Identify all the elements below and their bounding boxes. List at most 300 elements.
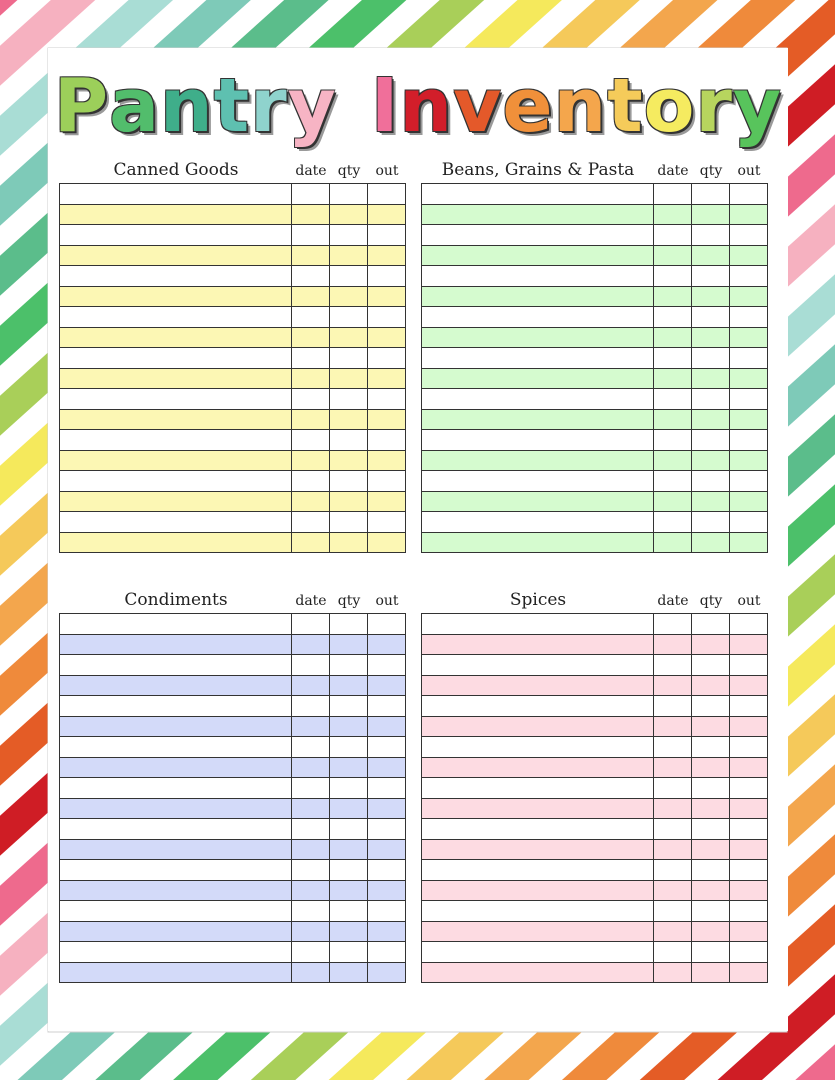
out-cell[interactable] — [730, 655, 768, 676]
qty-cell[interactable] — [330, 512, 368, 533]
out-cell[interactable] — [730, 266, 768, 287]
date-cell[interactable] — [654, 880, 692, 901]
item-cell[interactable] — [422, 245, 654, 266]
out-cell[interactable] — [368, 491, 406, 512]
qty-cell[interactable] — [330, 839, 368, 860]
qty-cell[interactable] — [330, 307, 368, 328]
out-cell[interactable] — [730, 389, 768, 410]
item-cell[interactable] — [60, 798, 292, 819]
item-cell[interactable] — [60, 696, 292, 717]
out-cell[interactable] — [730, 921, 768, 942]
item-cell[interactable] — [60, 430, 292, 451]
item-cell[interactable] — [60, 204, 292, 225]
qty-cell[interactable] — [330, 471, 368, 492]
qty-cell[interactable] — [330, 778, 368, 799]
out-cell[interactable] — [368, 901, 406, 922]
item-cell[interactable] — [422, 819, 654, 840]
table-row — [60, 409, 406, 430]
qty-cell[interactable] — [692, 737, 730, 758]
qty-cell[interactable] — [330, 696, 368, 717]
out-cell[interactable] — [368, 348, 406, 369]
qty-cell[interactable] — [330, 225, 368, 246]
item-cell[interactable] — [60, 962, 292, 983]
out-column-header: out — [375, 163, 399, 179]
qty-cell[interactable] — [692, 512, 730, 533]
qty-cell[interactable] — [330, 327, 368, 348]
item-cell[interactable] — [60, 389, 292, 410]
out-cell[interactable] — [730, 348, 768, 369]
date-cell[interactable] — [292, 430, 330, 451]
qty-cell[interactable] — [330, 901, 368, 922]
qty-cell[interactable] — [330, 614, 368, 635]
out-cell[interactable] — [368, 634, 406, 655]
qty-cell[interactable] — [692, 819, 730, 840]
qty-cell[interactable] — [692, 655, 730, 676]
qty-cell[interactable] — [330, 450, 368, 471]
out-cell[interactable] — [730, 860, 768, 881]
date-cell[interactable] — [654, 512, 692, 533]
out-cell[interactable] — [730, 204, 768, 225]
item-cell[interactable] — [422, 634, 654, 655]
out-cell[interactable] — [730, 757, 768, 778]
qty-cell[interactable] — [330, 675, 368, 696]
item-cell[interactable] — [60, 942, 292, 963]
out-cell[interactable] — [730, 327, 768, 348]
qty-cell[interactable] — [692, 696, 730, 717]
item-cell[interactable] — [60, 655, 292, 676]
qty-cell[interactable] — [692, 839, 730, 860]
item-cell[interactable] — [60, 921, 292, 942]
out-cell[interactable] — [368, 860, 406, 881]
qty-cell[interactable] — [330, 430, 368, 451]
date-cell[interactable] — [292, 655, 330, 676]
item-cell[interactable] — [422, 389, 654, 410]
out-cell[interactable] — [368, 778, 406, 799]
qty-cell[interactable] — [692, 409, 730, 430]
item-cell[interactable] — [60, 512, 292, 533]
out-cell[interactable] — [368, 307, 406, 328]
out-cell[interactable] — [368, 225, 406, 246]
out-cell[interactable] — [368, 450, 406, 471]
item-cell[interactable] — [60, 266, 292, 287]
qty-cell[interactable] — [692, 245, 730, 266]
item-cell[interactable] — [422, 368, 654, 389]
out-cell[interactable] — [730, 307, 768, 328]
date-cell[interactable] — [292, 389, 330, 410]
qty-cell[interactable] — [692, 430, 730, 451]
qty-cell[interactable] — [692, 286, 730, 307]
date-cell[interactable] — [292, 450, 330, 471]
date-cell[interactable] — [654, 839, 692, 860]
date-cell[interactable] — [292, 634, 330, 655]
date-cell[interactable] — [292, 798, 330, 819]
out-cell[interactable] — [368, 532, 406, 553]
date-cell[interactable] — [292, 348, 330, 369]
table-row — [422, 286, 768, 307]
item-cell[interactable] — [422, 348, 654, 369]
out-cell[interactable] — [368, 430, 406, 451]
item-cell[interactable] — [60, 409, 292, 430]
date-cell[interactable] — [654, 307, 692, 328]
item-cell[interactable] — [60, 614, 292, 635]
table-row — [422, 204, 768, 225]
qty-cell[interactable] — [330, 184, 368, 205]
item-cell[interactable] — [60, 491, 292, 512]
date-cell[interactable] — [654, 327, 692, 348]
date-cell[interactable] — [292, 184, 330, 205]
qty-cell[interactable] — [692, 471, 730, 492]
item-cell[interactable] — [422, 880, 654, 901]
out-cell[interactable] — [368, 798, 406, 819]
qty-cell[interactable] — [692, 327, 730, 348]
qty-cell[interactable] — [692, 307, 730, 328]
qty-cell[interactable] — [692, 450, 730, 471]
item-cell[interactable] — [422, 901, 654, 922]
item-cell[interactable] — [60, 348, 292, 369]
table-row — [422, 716, 768, 737]
item-cell[interactable] — [422, 532, 654, 553]
date-cell[interactable] — [292, 839, 330, 860]
out-cell[interactable] — [368, 921, 406, 942]
item-cell[interactable] — [60, 778, 292, 799]
out-cell[interactable] — [368, 512, 406, 533]
item-cell[interactable] — [60, 839, 292, 860]
item-cell[interactable] — [422, 491, 654, 512]
item-cell[interactable] — [60, 819, 292, 840]
date-cell[interactable] — [292, 512, 330, 533]
qty-cell[interactable] — [692, 901, 730, 922]
date-cell[interactable] — [292, 737, 330, 758]
table-row — [60, 286, 406, 307]
item-cell[interactable] — [60, 471, 292, 492]
out-cell[interactable] — [368, 389, 406, 410]
item-cell[interactable] — [422, 696, 654, 717]
table-row — [60, 225, 406, 246]
out-cell[interactable] — [730, 450, 768, 471]
qty-cell[interactable] — [330, 880, 368, 901]
date-cell[interactable] — [292, 757, 330, 778]
item-cell[interactable] — [422, 962, 654, 983]
date-cell[interactable] — [654, 614, 692, 635]
out-cell[interactable] — [368, 471, 406, 492]
item-cell[interactable] — [60, 368, 292, 389]
table-row — [422, 819, 768, 840]
date-cell[interactable] — [292, 696, 330, 717]
out-cell[interactable] — [368, 368, 406, 389]
date-cell[interactable] — [654, 942, 692, 963]
out-cell[interactable] — [730, 184, 768, 205]
qty-cell[interactable] — [330, 921, 368, 942]
date-column-header: date — [657, 163, 689, 179]
item-cell[interactable] — [60, 225, 292, 246]
date-cell[interactable] — [654, 245, 692, 266]
qty-cell[interactable] — [330, 737, 368, 758]
qty-cell[interactable] — [330, 348, 368, 369]
qty-cell[interactable] — [692, 675, 730, 696]
date-cell[interactable] — [654, 471, 692, 492]
qty-cell[interactable] — [330, 266, 368, 287]
qty-cell[interactable] — [330, 860, 368, 881]
date-cell[interactable] — [292, 532, 330, 553]
out-cell[interactable] — [368, 614, 406, 635]
date-cell[interactable] — [292, 368, 330, 389]
item-cell[interactable] — [422, 307, 654, 328]
item-cell[interactable] — [422, 286, 654, 307]
qty-cell[interactable] — [330, 409, 368, 430]
date-cell[interactable] — [654, 532, 692, 553]
item-cell[interactable] — [60, 307, 292, 328]
date-cell[interactable] — [654, 860, 692, 881]
item-cell[interactable] — [422, 675, 654, 696]
item-cell[interactable] — [60, 634, 292, 655]
item-cell[interactable] — [60, 245, 292, 266]
item-cell[interactable] — [422, 409, 654, 430]
item-cell[interactable] — [422, 204, 654, 225]
title-letter: y — [287, 63, 337, 149]
date-cell[interactable] — [292, 307, 330, 328]
item-cell[interactable] — [422, 655, 654, 676]
out-cell[interactable] — [368, 245, 406, 266]
item-cell[interactable] — [60, 184, 292, 205]
item-cell[interactable] — [422, 225, 654, 246]
out-cell[interactable] — [368, 327, 406, 348]
date-cell[interactable] — [292, 614, 330, 635]
date-cell[interactable] — [654, 962, 692, 983]
out-cell[interactable] — [368, 942, 406, 963]
out-cell[interactable] — [730, 245, 768, 266]
date-cell[interactable] — [292, 819, 330, 840]
date-cell[interactable] — [654, 696, 692, 717]
qty-cell[interactable] — [330, 245, 368, 266]
qty-cell[interactable] — [330, 491, 368, 512]
date-cell[interactable] — [292, 675, 330, 696]
out-cell[interactable] — [730, 819, 768, 840]
qty-cell[interactable] — [692, 225, 730, 246]
out-cell[interactable] — [368, 675, 406, 696]
date-cell[interactable] — [292, 491, 330, 512]
date-cell[interactable] — [654, 409, 692, 430]
out-cell[interactable] — [730, 225, 768, 246]
item-cell[interactable] — [60, 532, 292, 553]
item-cell[interactable] — [422, 757, 654, 778]
item-cell[interactable] — [60, 327, 292, 348]
out-cell[interactable] — [730, 716, 768, 737]
date-cell[interactable] — [292, 962, 330, 983]
item-cell[interactable] — [60, 716, 292, 737]
qty-cell[interactable] — [330, 532, 368, 553]
date-cell[interactable] — [654, 675, 692, 696]
out-cell[interactable] — [730, 286, 768, 307]
qty-cell[interactable] — [330, 204, 368, 225]
date-cell[interactable] — [654, 450, 692, 471]
item-cell[interactable] — [422, 860, 654, 881]
item-cell[interactable] — [422, 430, 654, 451]
out-cell[interactable] — [730, 778, 768, 799]
qty-cell[interactable] — [330, 962, 368, 983]
date-cell[interactable] — [654, 348, 692, 369]
qty-cell[interactable] — [330, 634, 368, 655]
date-cell[interactable] — [654, 798, 692, 819]
out-cell[interactable] — [368, 962, 406, 983]
date-cell[interactable] — [654, 286, 692, 307]
date-cell[interactable] — [654, 757, 692, 778]
qty-cell[interactable] — [692, 757, 730, 778]
qty-cell[interactable] — [330, 368, 368, 389]
qty-cell[interactable] — [692, 532, 730, 553]
out-cell[interactable] — [730, 962, 768, 983]
date-cell[interactable] — [654, 737, 692, 758]
qty-cell[interactable] — [330, 716, 368, 737]
date-cell[interactable] — [292, 942, 330, 963]
qty-cell[interactable] — [330, 655, 368, 676]
out-cell[interactable] — [730, 737, 768, 758]
qty-cell[interactable] — [692, 184, 730, 205]
item-cell[interactable] — [60, 286, 292, 307]
item-cell[interactable] — [422, 921, 654, 942]
qty-cell[interactable] — [692, 716, 730, 737]
out-cell[interactable] — [730, 901, 768, 922]
item-cell[interactable] — [60, 757, 292, 778]
qty-cell[interactable] — [692, 614, 730, 635]
date-cell[interactable] — [654, 778, 692, 799]
qty-cell[interactable] — [692, 880, 730, 901]
item-cell[interactable] — [60, 675, 292, 696]
item-cell[interactable] — [422, 778, 654, 799]
out-cell[interactable] — [368, 266, 406, 287]
date-cell[interactable] — [292, 409, 330, 430]
date-cell[interactable] — [292, 880, 330, 901]
out-cell[interactable] — [730, 942, 768, 963]
item-cell[interactable] — [422, 839, 654, 860]
item-cell[interactable] — [60, 901, 292, 922]
qty-cell[interactable] — [692, 962, 730, 983]
out-cell[interactable] — [368, 409, 406, 430]
out-cell[interactable] — [368, 819, 406, 840]
qty-cell[interactable] — [692, 389, 730, 410]
out-cell[interactable] — [730, 839, 768, 860]
qty-cell[interactable] — [330, 819, 368, 840]
qty-cell[interactable] — [692, 368, 730, 389]
qty-cell[interactable] — [692, 348, 730, 369]
out-cell[interactable] — [730, 675, 768, 696]
out-cell[interactable] — [368, 184, 406, 205]
date-cell[interactable] — [292, 286, 330, 307]
date-cell[interactable] — [654, 921, 692, 942]
out-cell[interactable] — [730, 409, 768, 430]
item-cell[interactable] — [60, 860, 292, 881]
item-cell[interactable] — [422, 184, 654, 205]
qty-cell[interactable] — [330, 389, 368, 410]
qty-cell[interactable] — [692, 778, 730, 799]
date-cell[interactable] — [292, 778, 330, 799]
item-cell[interactable] — [422, 266, 654, 287]
item-cell[interactable] — [422, 716, 654, 737]
qty-cell[interactable] — [692, 204, 730, 225]
out-cell[interactable] — [730, 532, 768, 553]
date-cell[interactable] — [654, 266, 692, 287]
date-cell[interactable] — [654, 225, 692, 246]
date-cell[interactable] — [654, 819, 692, 840]
out-cell[interactable] — [368, 655, 406, 676]
item-cell[interactable] — [60, 880, 292, 901]
out-cell[interactable] — [730, 471, 768, 492]
item-cell[interactable] — [422, 942, 654, 963]
date-cell[interactable] — [292, 716, 330, 737]
out-cell[interactable] — [730, 491, 768, 512]
out-cell[interactable] — [368, 286, 406, 307]
out-cell[interactable] — [368, 880, 406, 901]
date-cell[interactable] — [292, 225, 330, 246]
qty-cell[interactable] — [330, 757, 368, 778]
qty-cell[interactable] — [692, 634, 730, 655]
date-cell[interactable] — [654, 716, 692, 737]
item-cell[interactable] — [60, 450, 292, 471]
date-cell[interactable] — [292, 901, 330, 922]
date-cell[interactable] — [292, 860, 330, 881]
date-cell[interactable] — [654, 655, 692, 676]
date-cell[interactable] — [292, 266, 330, 287]
out-cell[interactable] — [368, 716, 406, 737]
date-cell[interactable] — [292, 245, 330, 266]
date-cell[interactable] — [654, 901, 692, 922]
date-cell[interactable] — [292, 471, 330, 492]
date-cell[interactable] — [654, 368, 692, 389]
out-cell[interactable] — [730, 696, 768, 717]
date-cell[interactable] — [292, 921, 330, 942]
date-cell[interactable] — [654, 634, 692, 655]
qty-cell[interactable] — [330, 798, 368, 819]
date-cell[interactable] — [654, 204, 692, 225]
date-cell[interactable] — [654, 491, 692, 512]
qty-cell[interactable] — [692, 860, 730, 881]
item-cell[interactable] — [60, 737, 292, 758]
out-cell[interactable] — [368, 696, 406, 717]
qty-cell[interactable] — [330, 286, 368, 307]
out-cell[interactable] — [730, 880, 768, 901]
date-cell[interactable] — [292, 204, 330, 225]
date-cell[interactable] — [654, 430, 692, 451]
qty-cell[interactable] — [692, 798, 730, 819]
item-cell[interactable] — [422, 614, 654, 635]
item-cell[interactable] — [422, 450, 654, 471]
table-row — [422, 532, 768, 553]
date-cell[interactable] — [654, 389, 692, 410]
item-cell[interactable] — [422, 327, 654, 348]
out-cell[interactable] — [730, 634, 768, 655]
qty-cell[interactable] — [692, 491, 730, 512]
out-cell[interactable] — [368, 757, 406, 778]
out-cell[interactable] — [730, 614, 768, 635]
table-row — [422, 737, 768, 758]
date-cell[interactable] — [292, 327, 330, 348]
out-cell[interactable] — [730, 512, 768, 533]
out-cell[interactable] — [730, 368, 768, 389]
out-cell[interactable] — [730, 798, 768, 819]
out-cell[interactable] — [368, 737, 406, 758]
item-cell[interactable] — [422, 471, 654, 492]
date-cell[interactable] — [654, 184, 692, 205]
out-cell[interactable] — [368, 204, 406, 225]
item-cell[interactable] — [422, 798, 654, 819]
out-cell[interactable] — [730, 430, 768, 451]
qty-cell[interactable] — [692, 942, 730, 963]
qty-cell[interactable] — [330, 942, 368, 963]
out-cell[interactable] — [368, 839, 406, 860]
item-cell[interactable] — [422, 737, 654, 758]
item-cell[interactable] — [422, 512, 654, 533]
qty-cell[interactable] — [692, 266, 730, 287]
qty-cell[interactable] — [692, 921, 730, 942]
